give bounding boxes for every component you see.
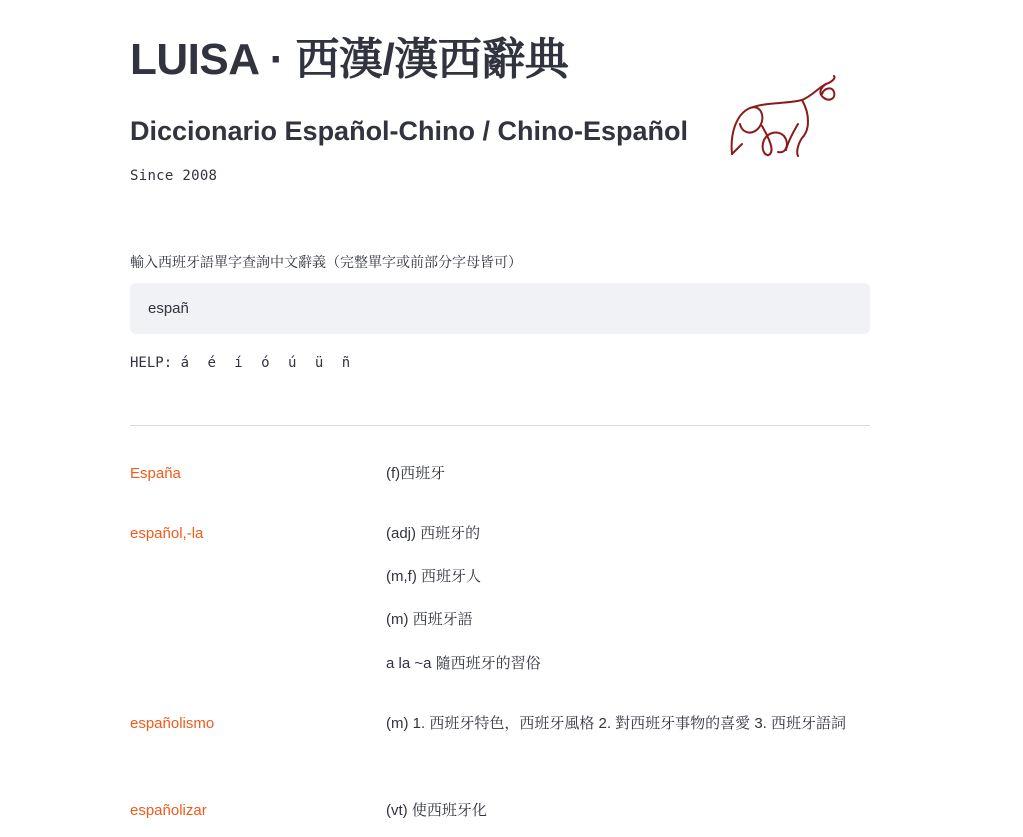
result-word[interactable]: españolismo [130,715,215,732]
result-definition: (m) 1. 西班牙特色，西班牙風格 2. 對西班牙事物的喜愛 3. 西班牙語詞 [386,715,847,732]
search-input[interactable] [130,283,870,334]
help-accent-chars[interactable]: á é í ó ú ü ñ [180,355,351,371]
help-row [130,353,350,373]
result-word[interactable]: español,-la [130,525,204,542]
divider [130,425,870,426]
result-word[interactable]: España [130,465,181,482]
result-definition: a la ~a 隨西班牙的習俗 [386,655,541,672]
result-definition: (adj) 西班牙的 [386,525,481,542]
help-label: HELP: [130,355,173,371]
result-definition: (f)西班牙 [386,465,446,482]
result-word[interactable]: españolizar [130,802,207,819]
page-subtitle: Diccionario Español-Chino / Chino-Español [130,116,689,146]
bull-line-drawing-icon [726,74,838,160]
page-title: LUISA · 西漢/漢西辭典 [130,35,569,84]
since-text: Since 2008 [130,168,218,184]
search-field-label: 輸入西班牙語單字查詢中文辭義（完整單字或前部分字母皆可） [130,254,522,270]
result-definition: (vt) 使西班牙化 [386,802,487,819]
result-definition: (m,f) 西班牙人 [386,568,481,585]
result-definition: (m) 西班牙語 [386,611,473,628]
